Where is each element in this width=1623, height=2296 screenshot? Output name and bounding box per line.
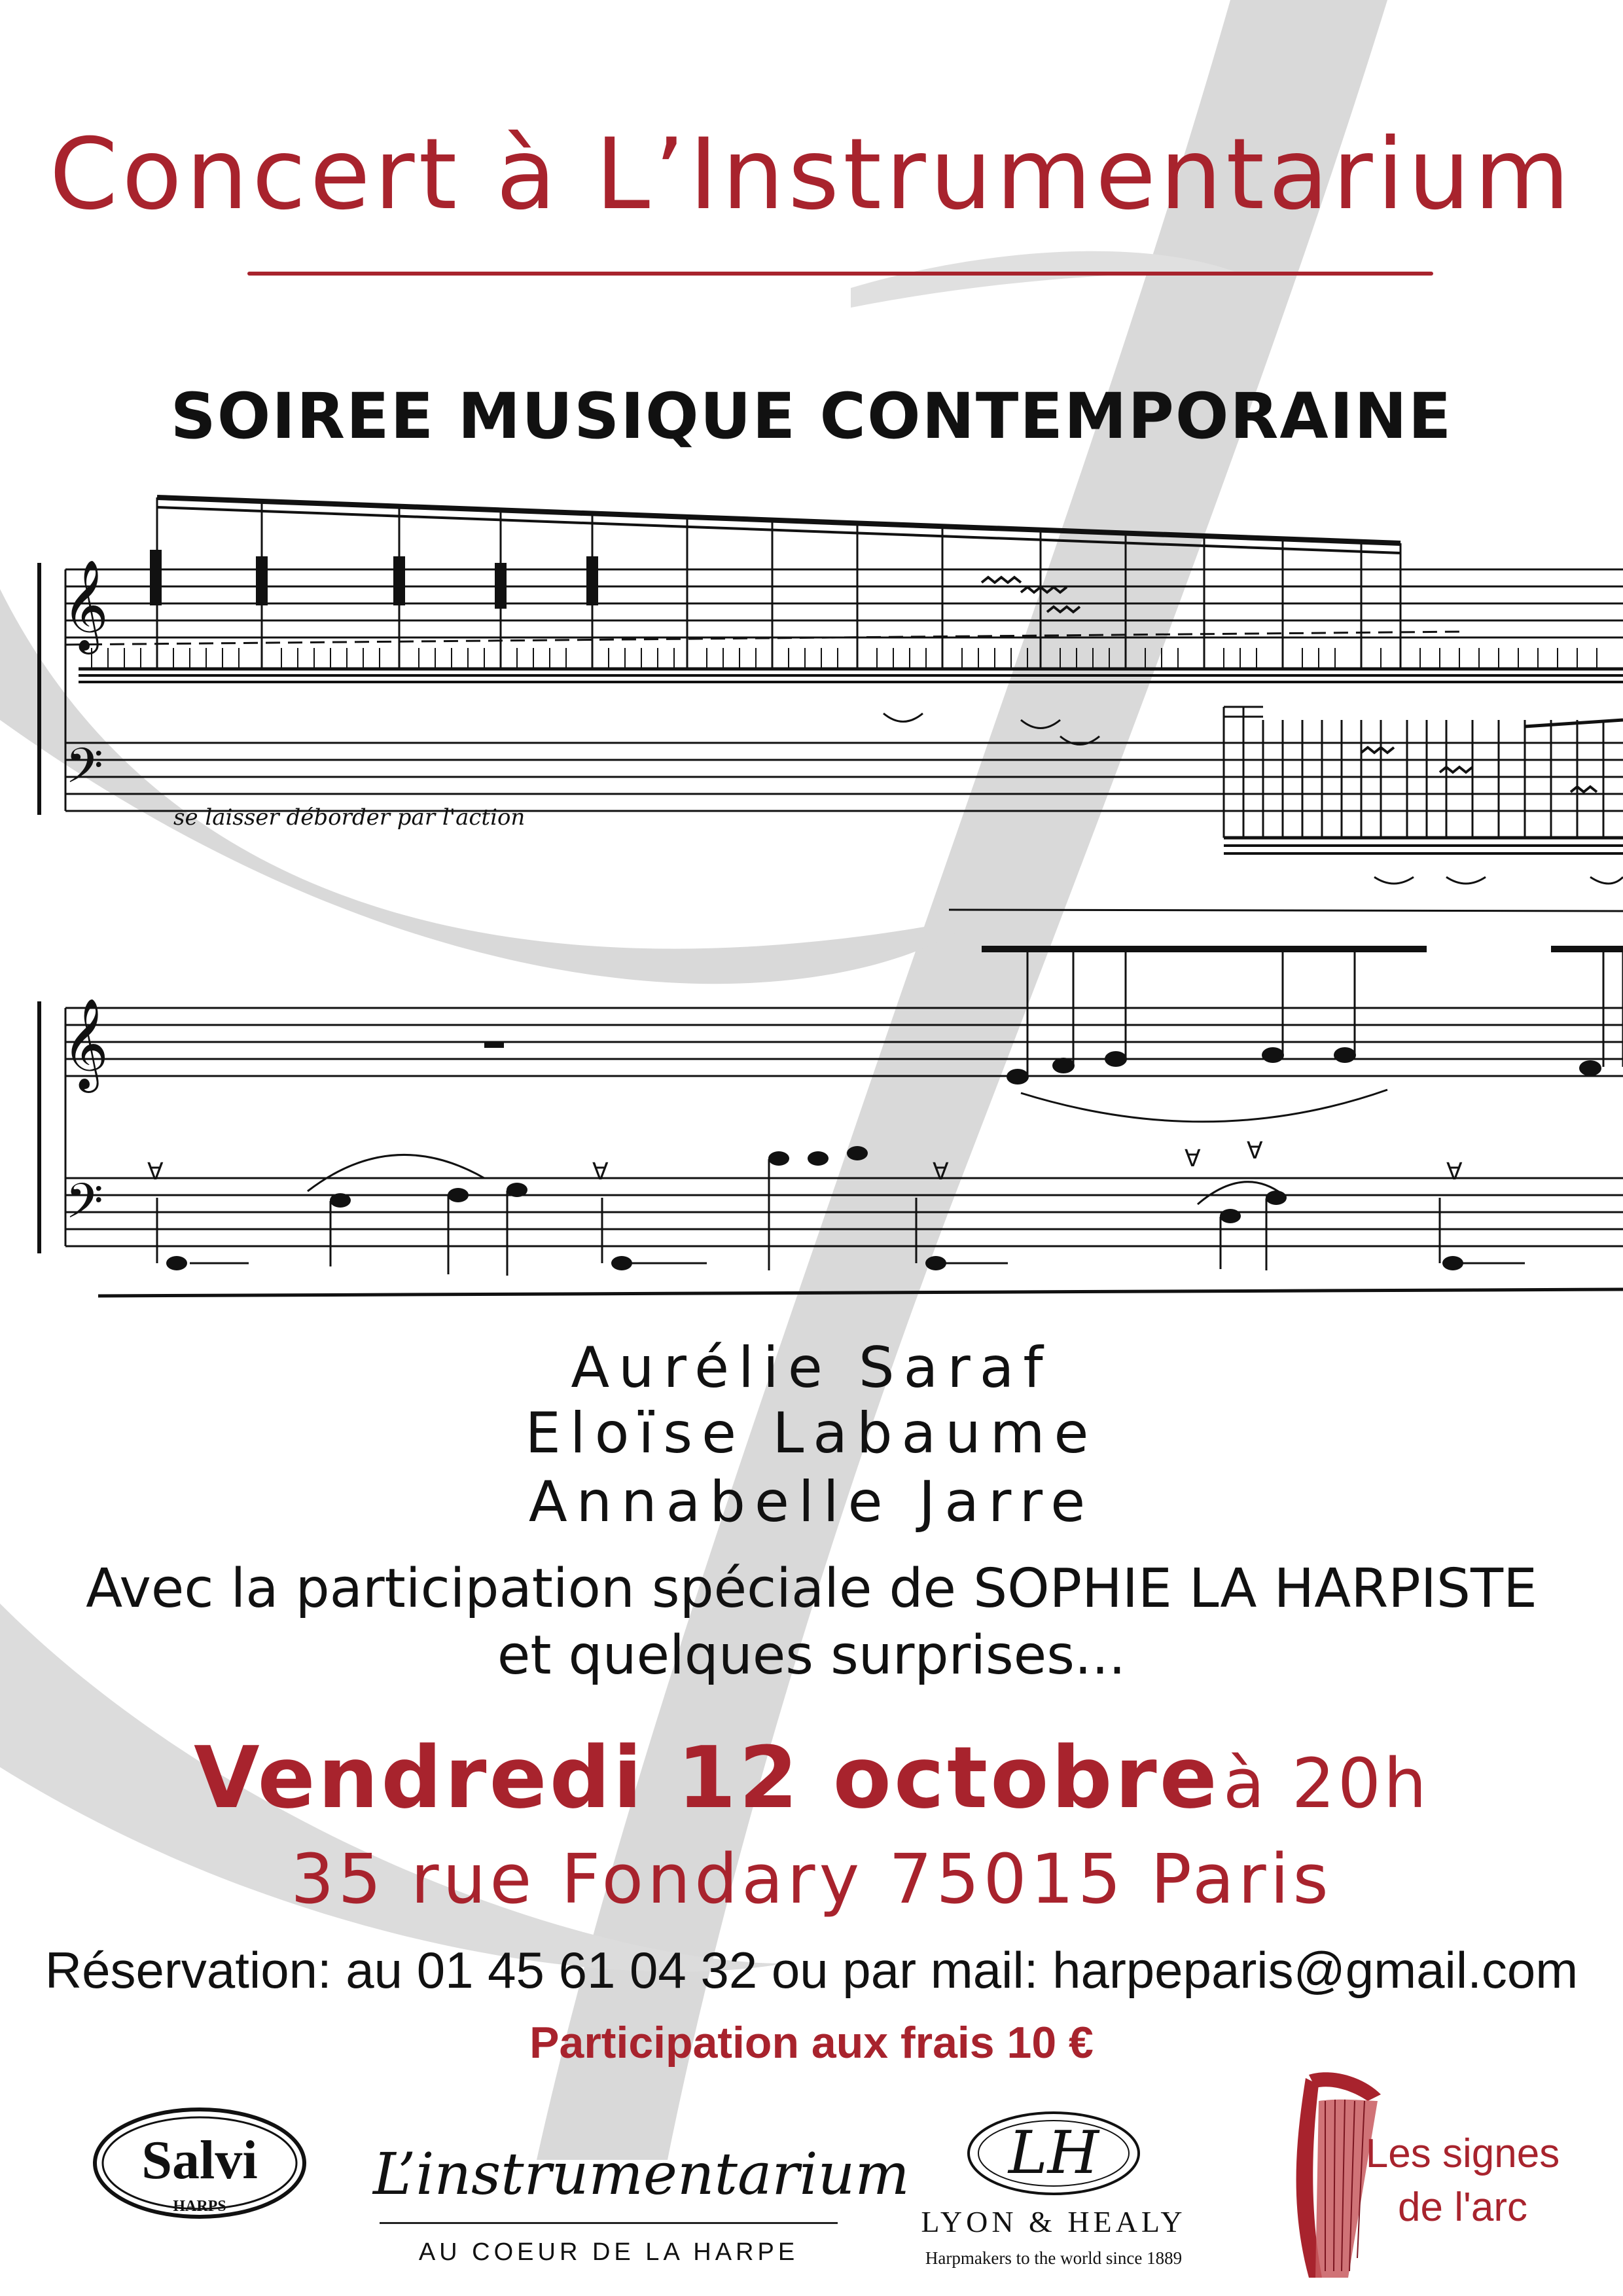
title-divider [247, 272, 1433, 276]
svg-text:∀: ∀ [1247, 1138, 1263, 1164]
performer-2: Eloïse Labaume [525, 1401, 1098, 1466]
treble-clef-1: 𝄞 [62, 560, 109, 651]
event-date: Vendredi 12 octobre [194, 1728, 1220, 1827]
bass-clef-2: 𝄢 [65, 1173, 103, 1242]
salvi-sub: HARPS [173, 2198, 226, 2215]
event-address: 35 rue Fondary 75015 Paris [291, 1839, 1332, 1919]
salvi-name: Salvi [141, 2130, 258, 2191]
performer-1: Aurélie Saraf [571, 1335, 1052, 1401]
instrumentarium-name: L’instrumentarium [373, 2140, 910, 2208]
svg-text:∀: ∀ [147, 1158, 164, 1185]
bass-staff-1 [65, 743, 1623, 811]
salvi-logo-image [88, 2101, 311, 2225]
treble-clef-2: 𝄞 [62, 998, 109, 1089]
performer-3: Annabelle Jarre [528, 1469, 1095, 1535]
gliss-marks-1 [982, 577, 1080, 612]
bass-beam-block [949, 707, 1623, 911]
ties-1 [883, 713, 1099, 745]
bass-notes-2 [147, 1138, 1525, 1276]
signes-line-2: de l'arc [1398, 2185, 1527, 2230]
bass-staff-2 [65, 1178, 1623, 1246]
event-time: à 20h [1222, 1744, 1429, 1823]
lyon-healy-logo [916, 2101, 1191, 2291]
special-guest-line: Avec la participation spéciale de SOPHIE LA HARPISTE [86, 1558, 1537, 1620]
instrumentarium-rule [380, 2222, 838, 2224]
lyon-healy-tagline: Harpmakers to the world since 1889 [925, 2248, 1183, 2268]
lh-monogram: LH [1008, 2119, 1099, 2187]
treble-staff-1 [65, 569, 1623, 637]
salvi-logo [88, 2101, 311, 2225]
svg-text:∀: ∀ [933, 1158, 949, 1185]
reservation-info: Réservation: au 01 45 61 04 32 ou par mail: harpeparis@gmail.com [45, 1941, 1578, 1999]
note-stems-1 [156, 550, 592, 609]
instrumentarium-logo [373, 2140, 910, 2266]
date-time-line [0, 1728, 1623, 1827]
signes-de-larc-logo [1270, 2062, 1577, 2284]
svg-text:∀: ∀ [592, 1158, 609, 1185]
score-annotation: se laisser déborder par l'action [173, 804, 526, 831]
svg-text:∀: ∀ [1185, 1145, 1201, 1172]
treble-staff-2 [65, 1008, 1623, 1076]
entry-fee: Participation aux frais 10 € [529, 2018, 1094, 2068]
bass-clef-1: 𝄢 [65, 738, 103, 806]
svg-text:∀: ∀ [1446, 1158, 1463, 1185]
music-score [0, 484, 1623, 1329]
signes-line-1: Les signes [1365, 2131, 1560, 2176]
lyon-healy-monogram-icon [916, 2101, 1191, 2206]
tick-row-1 [92, 648, 1597, 668]
poster-subtitle: SOIREE MUSIQUE CONTEMPORAINE [170, 380, 1453, 453]
signes-text [1348, 2127, 1577, 2234]
lyon-healy-name: LYON & HEALY [921, 2205, 1186, 2238]
surprises-line: et quelques surprises... [497, 1624, 1126, 1687]
poster-title: Concert à L’Instrumentarium [49, 118, 1574, 232]
instrumentarium-tagline: AU COEUR DE LA HARPE [418, 2238, 799, 2266]
beam-group-1 [79, 497, 1623, 682]
treble-notes-2 [982, 949, 1623, 1122]
